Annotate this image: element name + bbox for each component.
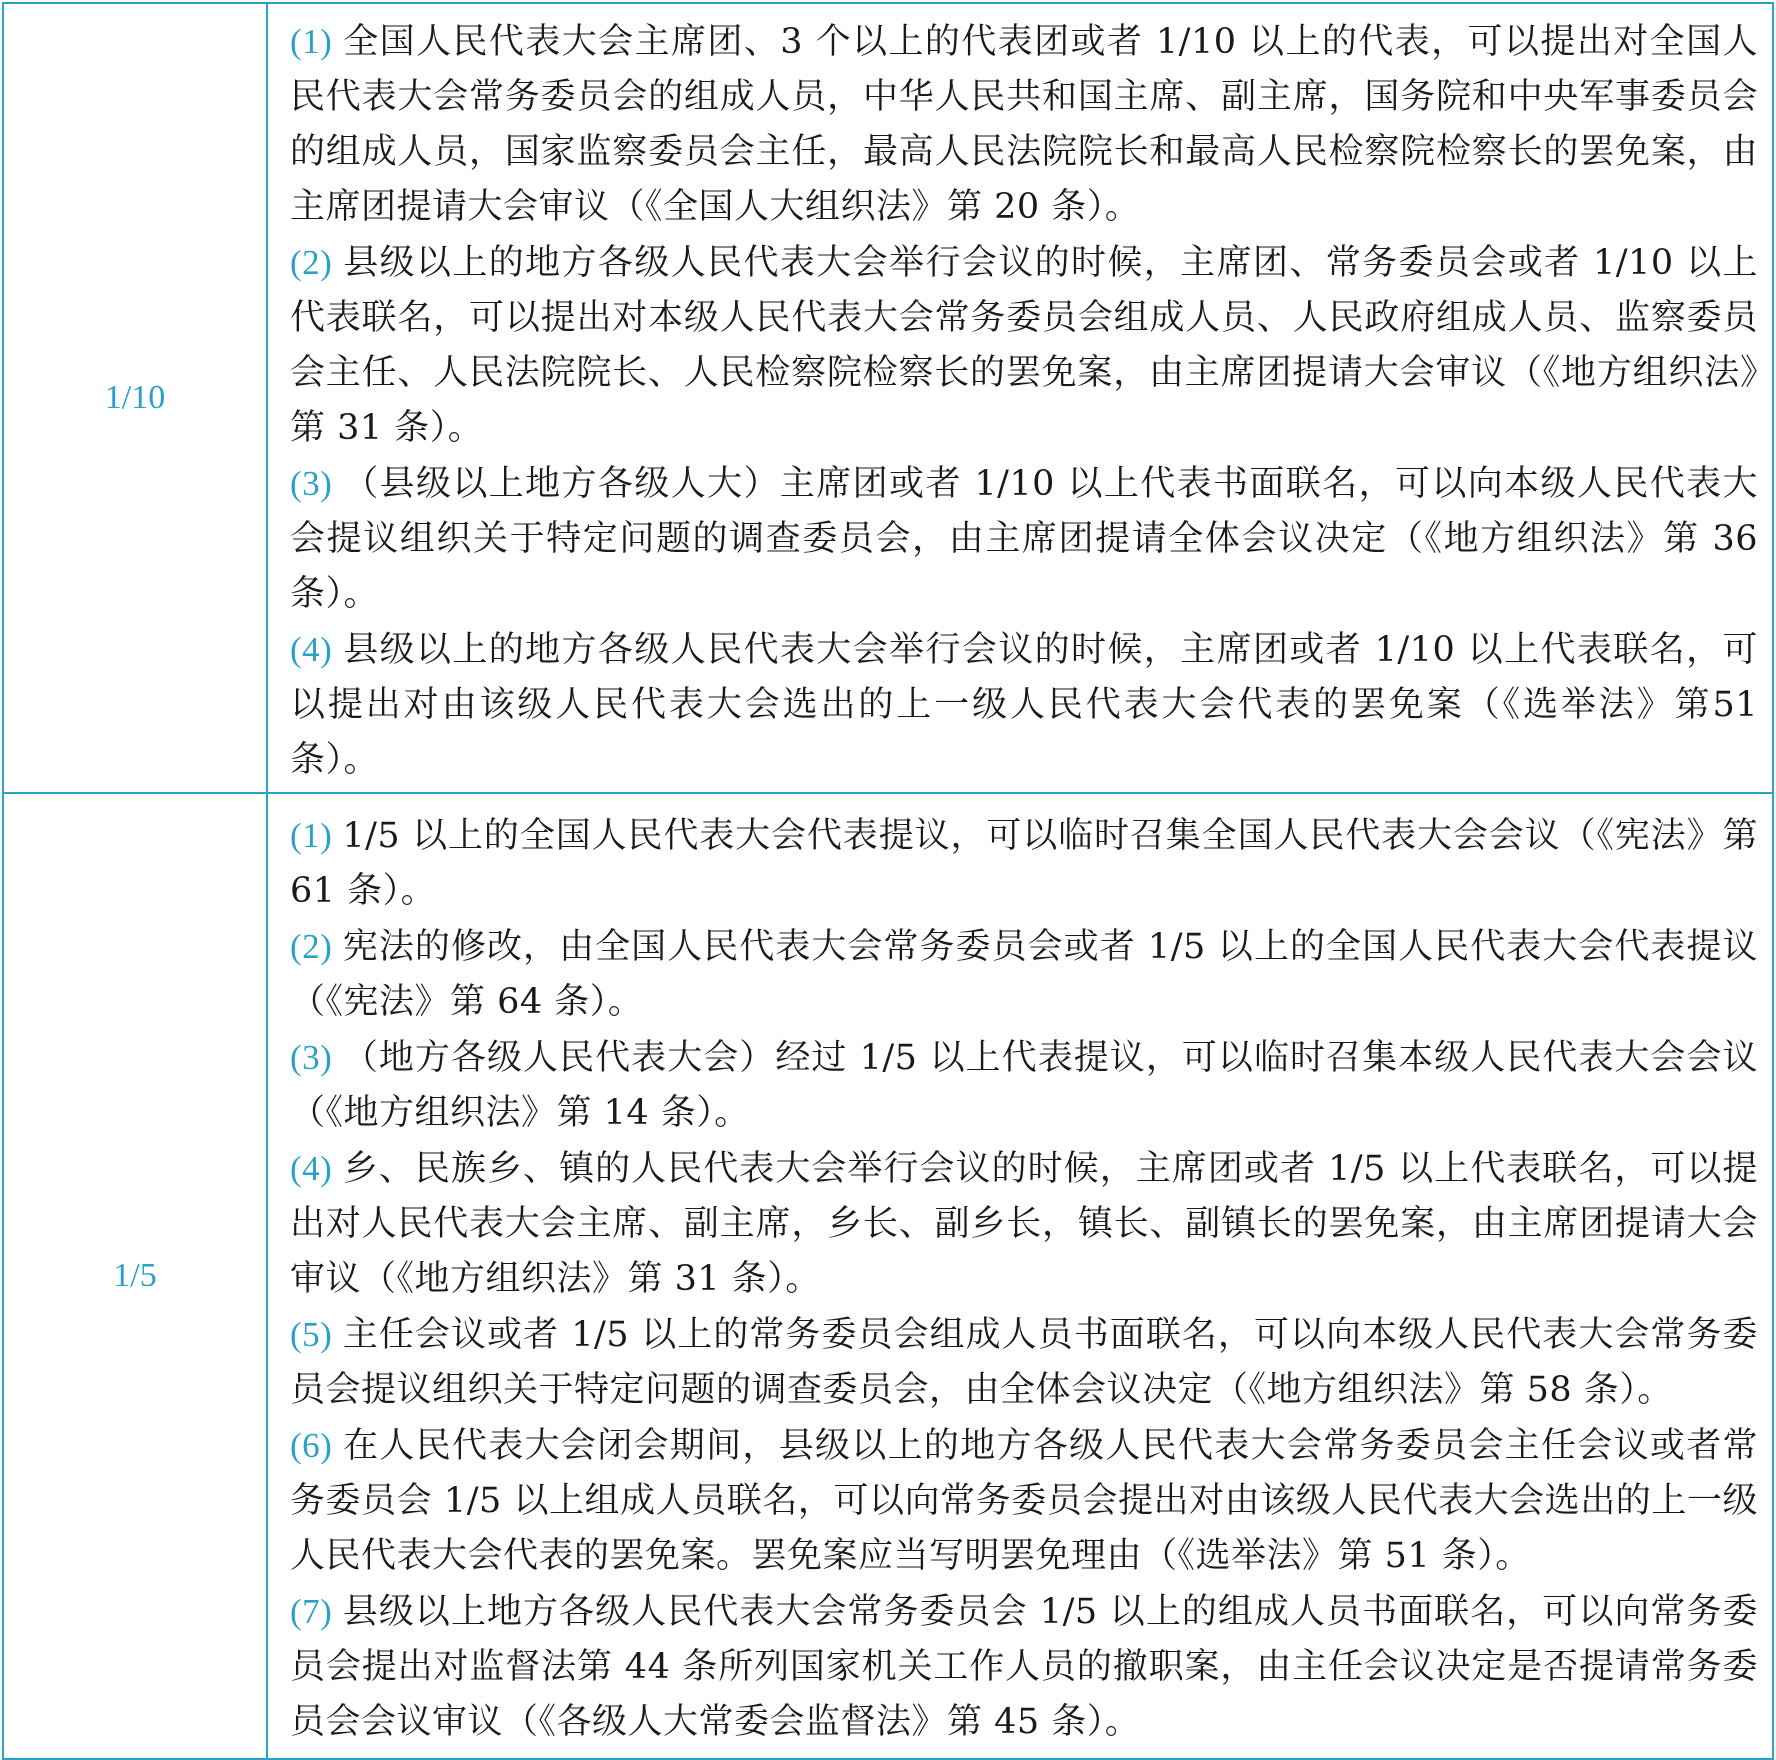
item-text: 县级以上地方各级人民代表大会常务委员会 1/5 以上的组成人员书面联名，可以向常务委员会提出对监督法第 44 条所列国家机关工作人员的撤职案，由主任会议决定是否提请常务委员会会议审议（《各级人大常委会监督法》第 45 条）。 (290, 1592, 1758, 1742)
item-text: 全国人民代表大会主席团、3 个以上的代表团或者 1/10 以上的代表，可以提出对全国人民代表大会常务委员会的组成人员，中华人民共和国主席、副主席，国务院和中央军事委员会的组成人员，国家监察委员会主任，最高人民法院院长和最高人民检察院检察长的罢免案，由主席团提请大会审议（《全国人大组织法》第 20 条）。 (290, 22, 1758, 227)
threshold-table (2, 2, 1774, 1760)
list-item (290, 1584, 1758, 1750)
list-item (290, 1030, 1758, 1141)
item-number: (3) (290, 464, 333, 503)
table-row-1-10 (3, 3, 1773, 793)
list-item (290, 14, 1758, 235)
item-number: (4) (290, 1149, 333, 1188)
list-item (290, 808, 1758, 919)
item-text: （地方各级人民代表大会）经过 1/5 以上代表提议，可以临时召集本级人民代表大会会议（《地方组织法》第 14 条）。 (290, 1038, 1758, 1133)
row-content (267, 793, 1773, 1759)
row-label: 1/5 (3, 793, 267, 1759)
list-item (290, 456, 1758, 622)
item-text: 宪法的修改，由全国人民代表大会常务委员会或者 1/5 以上的全国人民代表大会代表提议（《宪法》第 64 条）。 (290, 927, 1758, 1022)
item-number: (4) (290, 630, 333, 669)
item-text: （县级以上地方各级人大）主席团或者 1/10 以上代表书面联名，可以向本级人民代表大会提议组织关于特定问题的调查委员会，由主席团提请全体会议决定（《地方组织法》第 36 条）。 (290, 464, 1758, 614)
item-number: (5) (290, 1315, 333, 1354)
list-item (290, 1307, 1758, 1418)
row-content (267, 3, 1773, 793)
item-text: 县级以上的地方各级人民代表大会举行会议的时候，主席团或者 1/10 以上代表联名，可以提出对由该级人民代表大会选出的上一级人民代表大会代表的罢免案（《选举法》第51 条）。 (290, 630, 1758, 780)
item-number: (1) (290, 816, 333, 855)
item-text: 主任会议或者 1/5 以上的常务委员会组成人员书面联名，可以向本级人民代表大会常务委员会提议组织关于特定问题的调查委员会，由全体会议决定（《地方组织法》第 58 条）。 (290, 1315, 1758, 1410)
item-text: 1/5 以上的全国人民代表大会代表提议，可以临时召集全国人民代表大会会议（《宪法》第 61 条）。 (290, 816, 1758, 911)
item-text: 县级以上的地方各级人民代表大会举行会议的时候，主席团、常务委员会或者 1/10 以上代表联名，可以提出对本级人民代表大会常务委员会组成人员、人民政府组成人员、监察委员会主任、人民法院院长、人民检察院检察长的罢免案，由主席团提请大会审议（《地方组织法》第 31 条）。 (290, 243, 1758, 448)
item-text: 在人民代表大会闭会期间，县级以上的地方各级人民代表大会常务委员会主任会议或者常务委员会 1/5 以上组成人员联名，可以向常务委员会提出对由该级人民代表大会选出的上一级人民代表大会代表的罢免案。罢免案应当写明罢免理由（《选举法》第 51 条）。 (290, 1426, 1758, 1576)
item-number: (2) (290, 927, 333, 966)
item-number: (2) (290, 243, 333, 282)
list-item (290, 235, 1758, 456)
item-text: 乡、民族乡、镇的人民代表大会举行会议的时候，主席团或者 1/5 以上代表联名，可以提出对人民代表大会主席、副主席，乡长、副乡长，镇长、副镇长的罢免案，由主席团提请大会审议（《地方组织法》第 31 条）。 (290, 1149, 1758, 1299)
list-item (290, 622, 1758, 788)
item-number: (3) (290, 1038, 333, 1077)
item-number: (6) (290, 1426, 333, 1465)
list-item (290, 1418, 1758, 1584)
item-number: (7) (290, 1592, 333, 1631)
item-number: (1) (290, 22, 333, 61)
list-item (290, 919, 1758, 1030)
table-row-1-5 (3, 793, 1773, 1759)
row-label: 1/10 (3, 3, 267, 793)
list-item (290, 1141, 1758, 1307)
